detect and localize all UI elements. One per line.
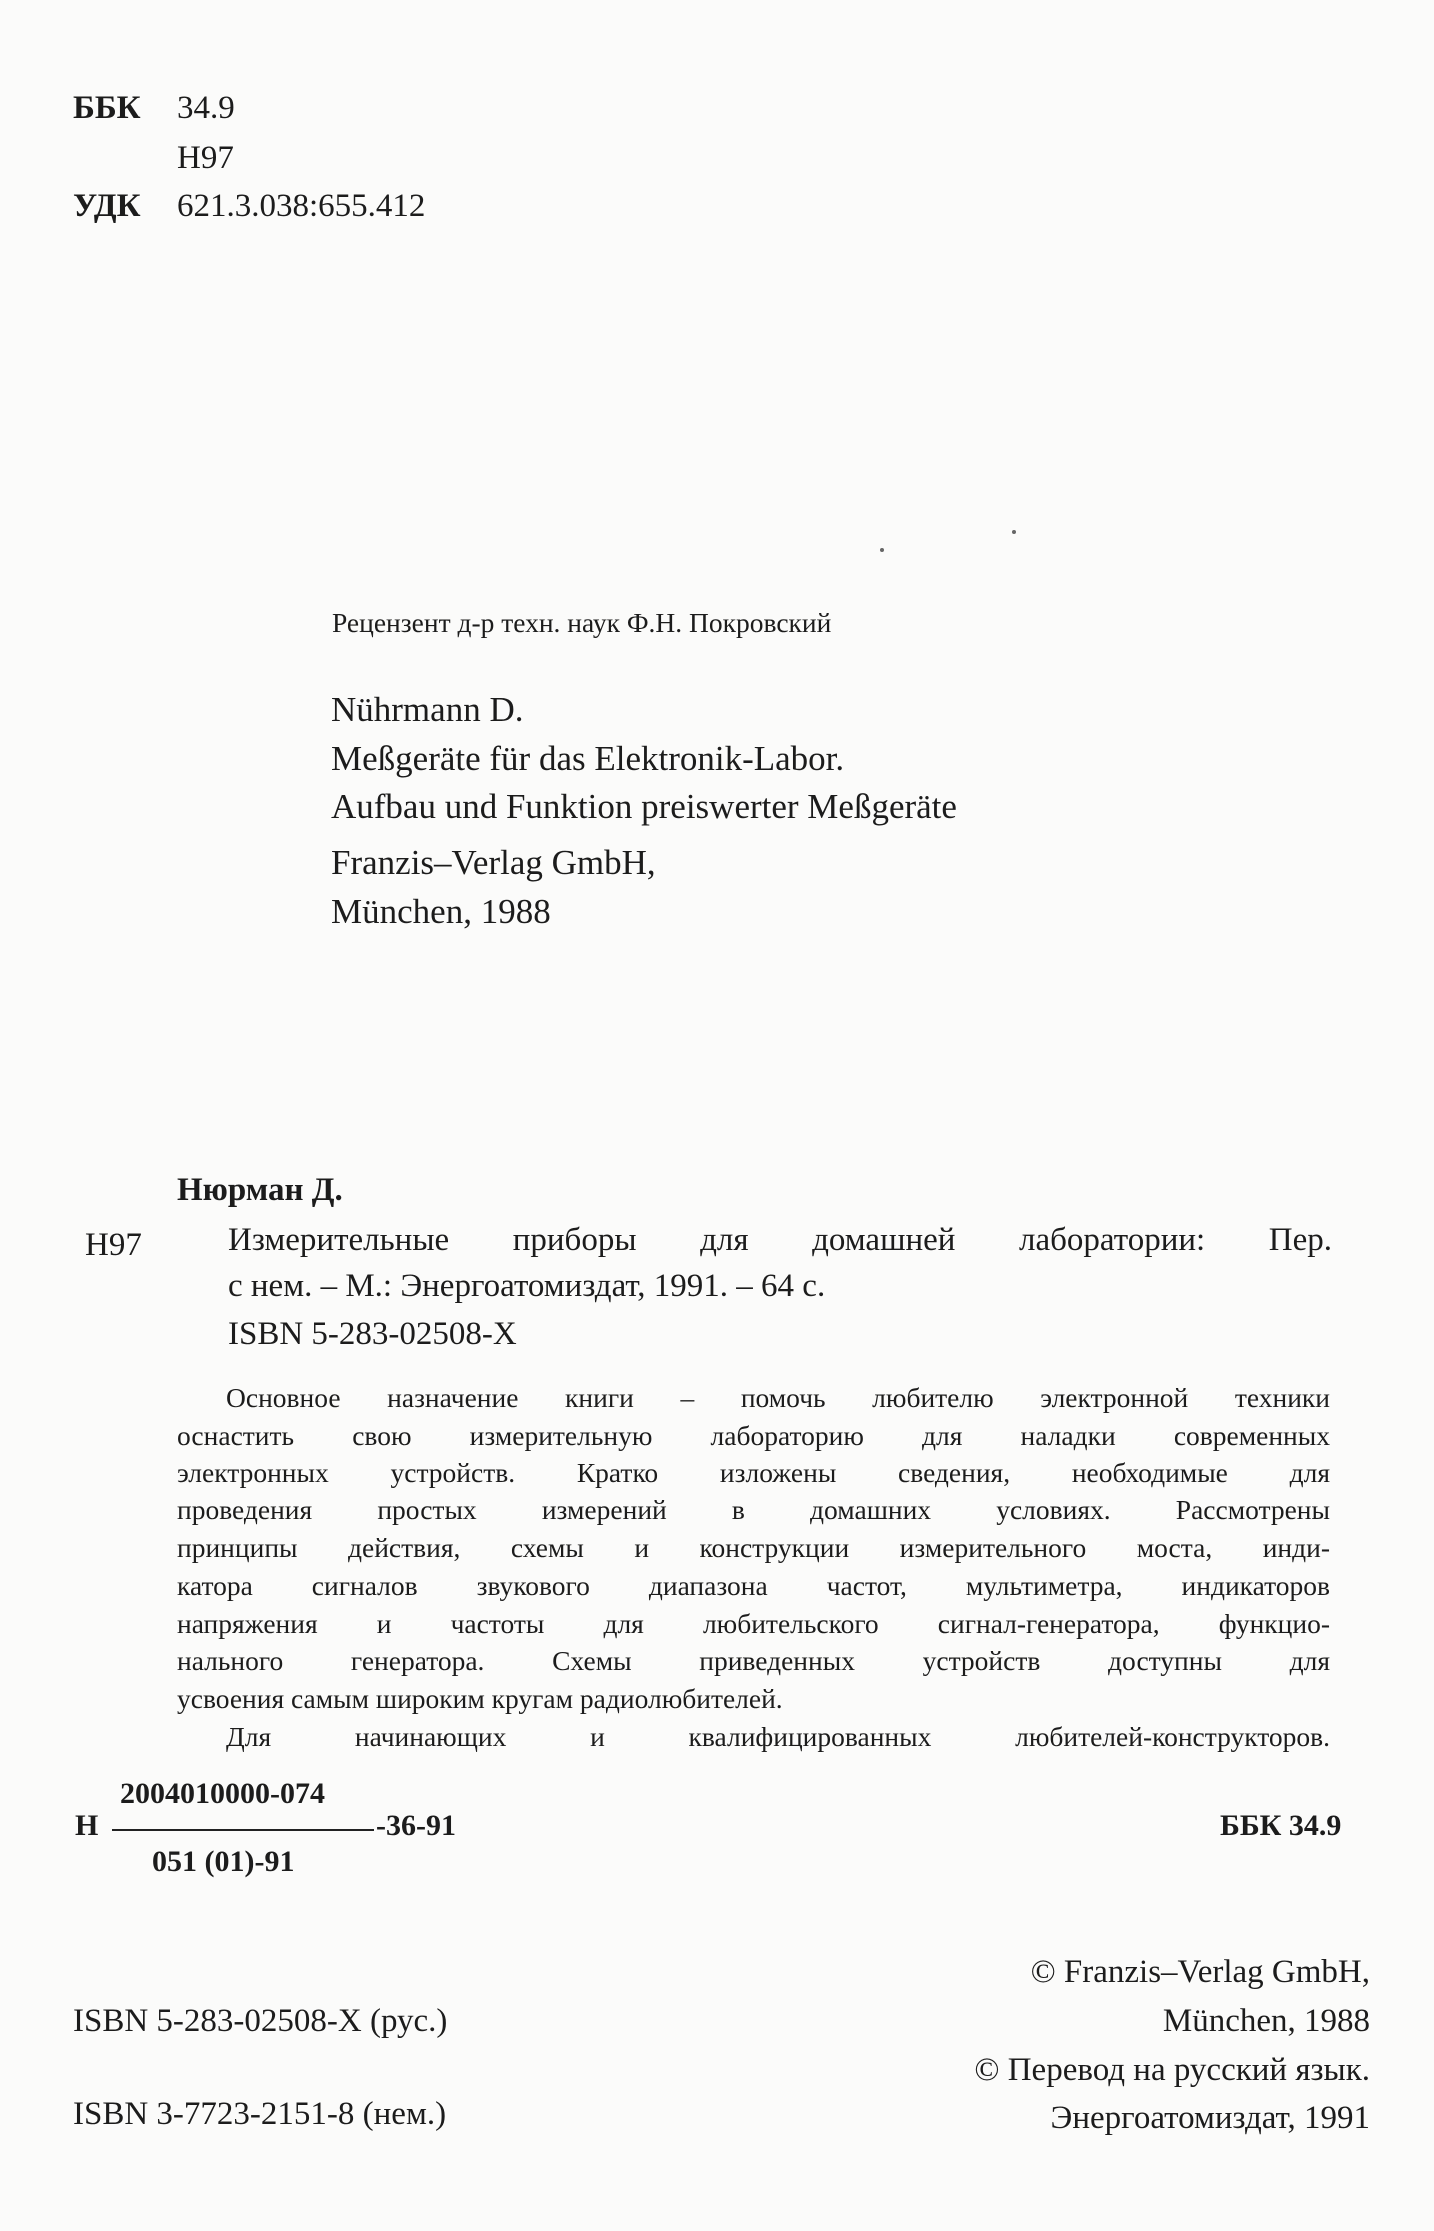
annotation-line: нального генератора. Схемы приведенных устройств доступны для <box>177 1645 1330 1676</box>
scan-speck <box>880 548 884 552</box>
isbn-german: ISBN 3-7723-2151-8 (нем.) <box>73 2096 447 2132</box>
code-fraction-line <box>112 1829 374 1831</box>
udk-label: УДК <box>73 188 141 224</box>
code-numerator: 2004010000-074 <box>120 1777 325 1810</box>
catalog-title-line1: Измерительные приборы для домашней лаборатории: Пер. <box>228 1222 1332 1258</box>
original-author: Nührmann D. <box>331 690 524 729</box>
bbk-value: 34.9 <box>177 90 235 126</box>
code-suffix-dash: - <box>376 1809 386 1842</box>
annotation-line: усвоения самым широким кругам радиолюбителей. <box>177 1683 783 1714</box>
annotation-line: проведения простых измерений в домашних условиях. Рассмотрены <box>177 1494 1330 1525</box>
original-place-year: München, 1988 <box>331 892 551 931</box>
catalog-author: Нюрман Д. <box>177 1172 343 1208</box>
copyright-line: Энергоатомиздат, 1991 <box>1050 2100 1370 2136</box>
original-publisher: Franzis–Verlag GmbH, <box>331 843 656 882</box>
isbn-russian: ISBN 5-283-02508-X (рус.) <box>73 2003 448 2039</box>
original-subtitle: Aufbau und Funktion preiswerter Meßgeräte <box>331 787 957 826</box>
original-title: Meßgeräte für das Elektronik-Labor. <box>331 739 845 778</box>
scan-speck <box>1012 530 1016 534</box>
code-letter: Н <box>75 1809 99 1842</box>
catalog-title-line2: с нем. – М.: Энергоатомиздат, 1991. – 64 с. <box>228 1268 826 1304</box>
bbk-label: ББК <box>73 90 141 126</box>
catalog-mark: Н97 <box>85 1227 142 1263</box>
copyright-line: © Franzis–Verlag GmbH, <box>1030 1954 1370 1990</box>
copyright-line: © Перевод на русский язык. <box>974 2052 1370 2088</box>
reviewer-line: Рецензент д-р техн. наук Ф.Н. Покровский <box>332 607 832 638</box>
code-suffix <box>376 1809 456 1843</box>
code-denominator: 051 (01)-91 <box>152 1845 295 1878</box>
code-suffix-value: 36-91 <box>386 1809 456 1842</box>
udk-value: 621.3.038:655.412 <box>177 188 426 224</box>
annotation-line: электронных устройств. Кратко изложены сведения, необходимые для <box>177 1457 1330 1488</box>
annotation-line: катора сигналов звукового диапазона частот, мультиметра, индикаторов <box>177 1570 1330 1601</box>
author-mark: Н97 <box>177 140 234 176</box>
catalog-isbn: ISBN 5-283-02508-X <box>228 1316 517 1352</box>
annotation-line: оснастить свою измерительную лабораторию для наладки современных <box>177 1420 1330 1451</box>
annotation-line: Основное назначение книги – помочь любителю электронной техники <box>226 1382 1330 1413</box>
code-bbk: ББК 34.9 <box>1220 1809 1342 1842</box>
copyright-line: München, 1988 <box>1162 2003 1370 2039</box>
annotation-line: Для начинающих и квалифицированных любителей-конструкторов. <box>226 1721 1330 1752</box>
annotation-line: принципы действия, схемы и конструкции измерительного моста, инди- <box>177 1532 1330 1563</box>
annotation-line: напряжения и частоты для любительского сигнал-генератора, функцио- <box>177 1608 1330 1639</box>
